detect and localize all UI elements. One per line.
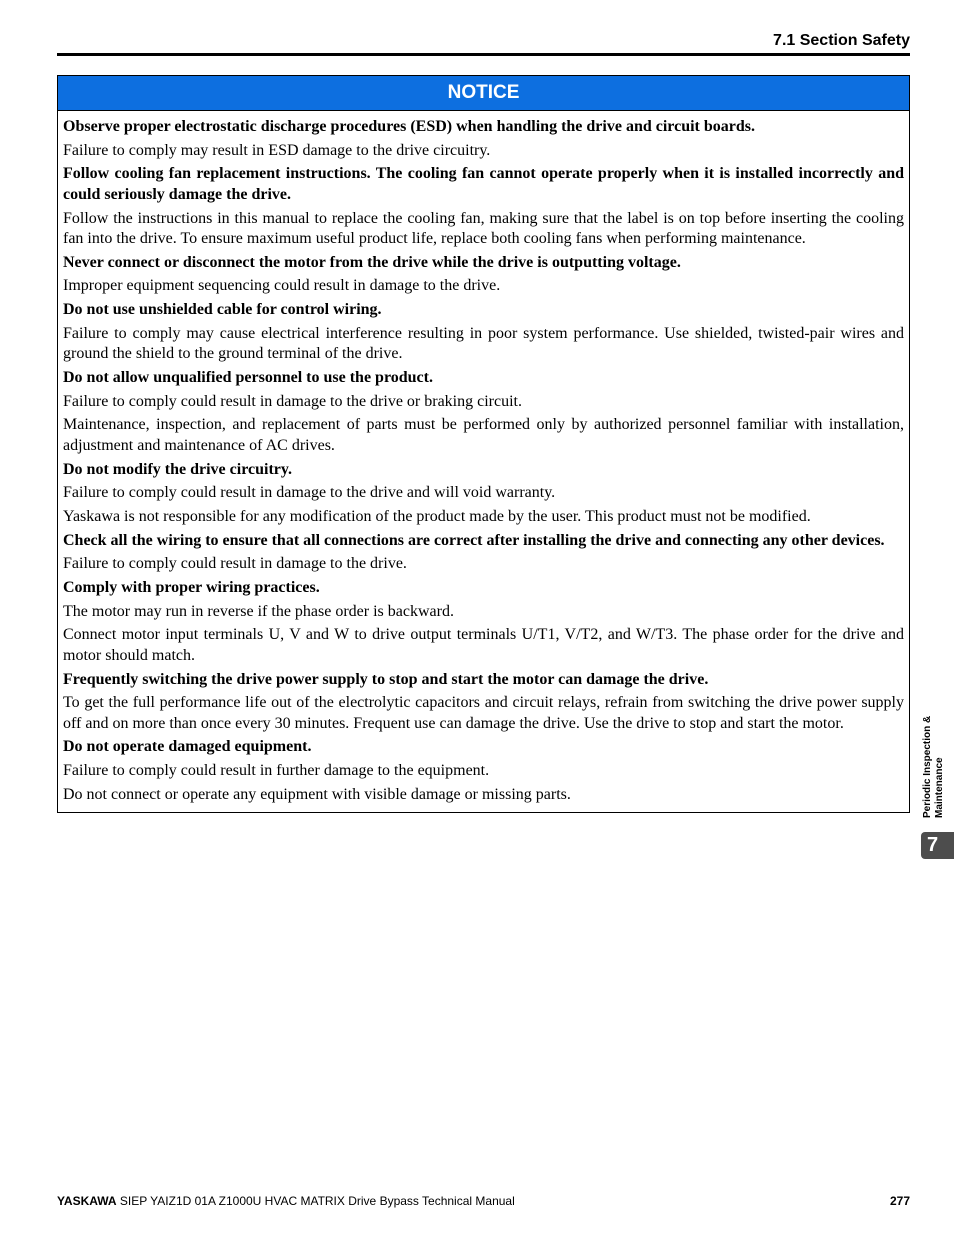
notice-text: Do not connect or operate any equipment with visible damage or missing parts. [63,785,571,803]
notice-text: Follow the instructions in this manual to replace the cooling fan, making sure that the label is on top before inserting the cooling fan into the drive. To ensure maximum useful product life, replace both cooling fans when performing maintenance. [63,209,904,248]
notice-text: Failure to comply could result in damage to the drive and will void warranty. [63,484,556,502]
notice-heading: Never connect or disconnect the motor from the drive while the drive is outputting voltage. [63,253,681,271]
notice-text: To get the full performance life out of the electrolytic capacitors and circuit relays, refrain from switching the drive power supply off and on more than once every 30 minutes. Frequent use can damage the drive. Use the drive to stop and start the motor. [63,694,904,732]
notice-text: Failure to comply could result in further damage to the equipment. [63,762,490,780]
notice-heading: Follow cooling fan replacement instructions. The cooling fan cannot operate properly when it is installed incorrectly and could seriously damage the drive. [63,165,904,203]
page-number: 277 [889,1194,910,1208]
notice-title: NOTICE [58,76,909,111]
notice-text: Yaskawa is not responsible for any modification of the product made by the user. This product must not be modified. [63,507,811,525]
notice-text: Failure to comply may result in ESD damage to the drive circuitry. [63,141,491,159]
notice-text: Failure to comply could result in damage to the drive. [63,555,407,573]
notice-text: Improper equipment sequencing could result in damage to the drive. [63,277,501,295]
footer-manual [57,1194,515,1208]
notice-heading: Do not operate damaged equipment. [63,738,312,756]
notice-heading: Do not modify the drive circuitry. [63,460,293,478]
chapter-side-label [922,688,946,818]
footer-brand: YASKAWA [57,1194,117,1208]
chapter-side-label-line2: Maintenance [934,757,945,818]
notice-heading: Do not use unshielded cable for control wiring. [63,301,382,319]
notice-heading: Check all the wiring to ensure that all connections are correct after installing the drive and connecting any other devices. [63,531,885,549]
chapter-tab: 7 [921,832,954,859]
section-title: 7.1 Section Safety [773,32,910,49]
notice-text: Failure to comply may cause electrical interference resulting in poor system performance. Use shielded, twisted-pair wires and ground the shield to the ground terminal of the drive. [63,324,904,363]
notice-heading: Observe proper electrostatic discharge procedures (ESD) when handling the drive and circuit boards. [63,118,755,135]
notice-body [58,111,909,812]
notice-text: Maintenance, inspection, and replacement of parts must be performed only by authorized personnel familiar with installation, adjustment and maintenance of AC drives. [63,416,904,454]
notice-box [57,75,910,813]
notice-heading: Comply with proper wiring practices. [63,579,320,596]
chapter-side-label-line1: Periodic Inspection & [922,715,933,818]
header-rule [57,53,910,56]
footer-manual-title: SIEP YAIZ1D 01A Z1000U HVAC MATRIX Drive Bypass Technical Manual [119,1194,515,1208]
notice-text: Failure to comply could result in damage to the drive or braking circuit. [63,392,522,410]
notice-heading: Frequently switching the drive power supply to stop and start the motor can damage the drive. [63,670,709,688]
notice-text: The motor may run in reverse if the phase order is backward. [63,602,454,620]
notice-text: Connect motor input terminals U, V and W to drive output terminals U/T1, V/T2, and W/T3. The phase order for the drive and motor should match. [63,626,904,664]
notice-heading: Do not allow unqualified personnel to use the product. [63,369,433,386]
